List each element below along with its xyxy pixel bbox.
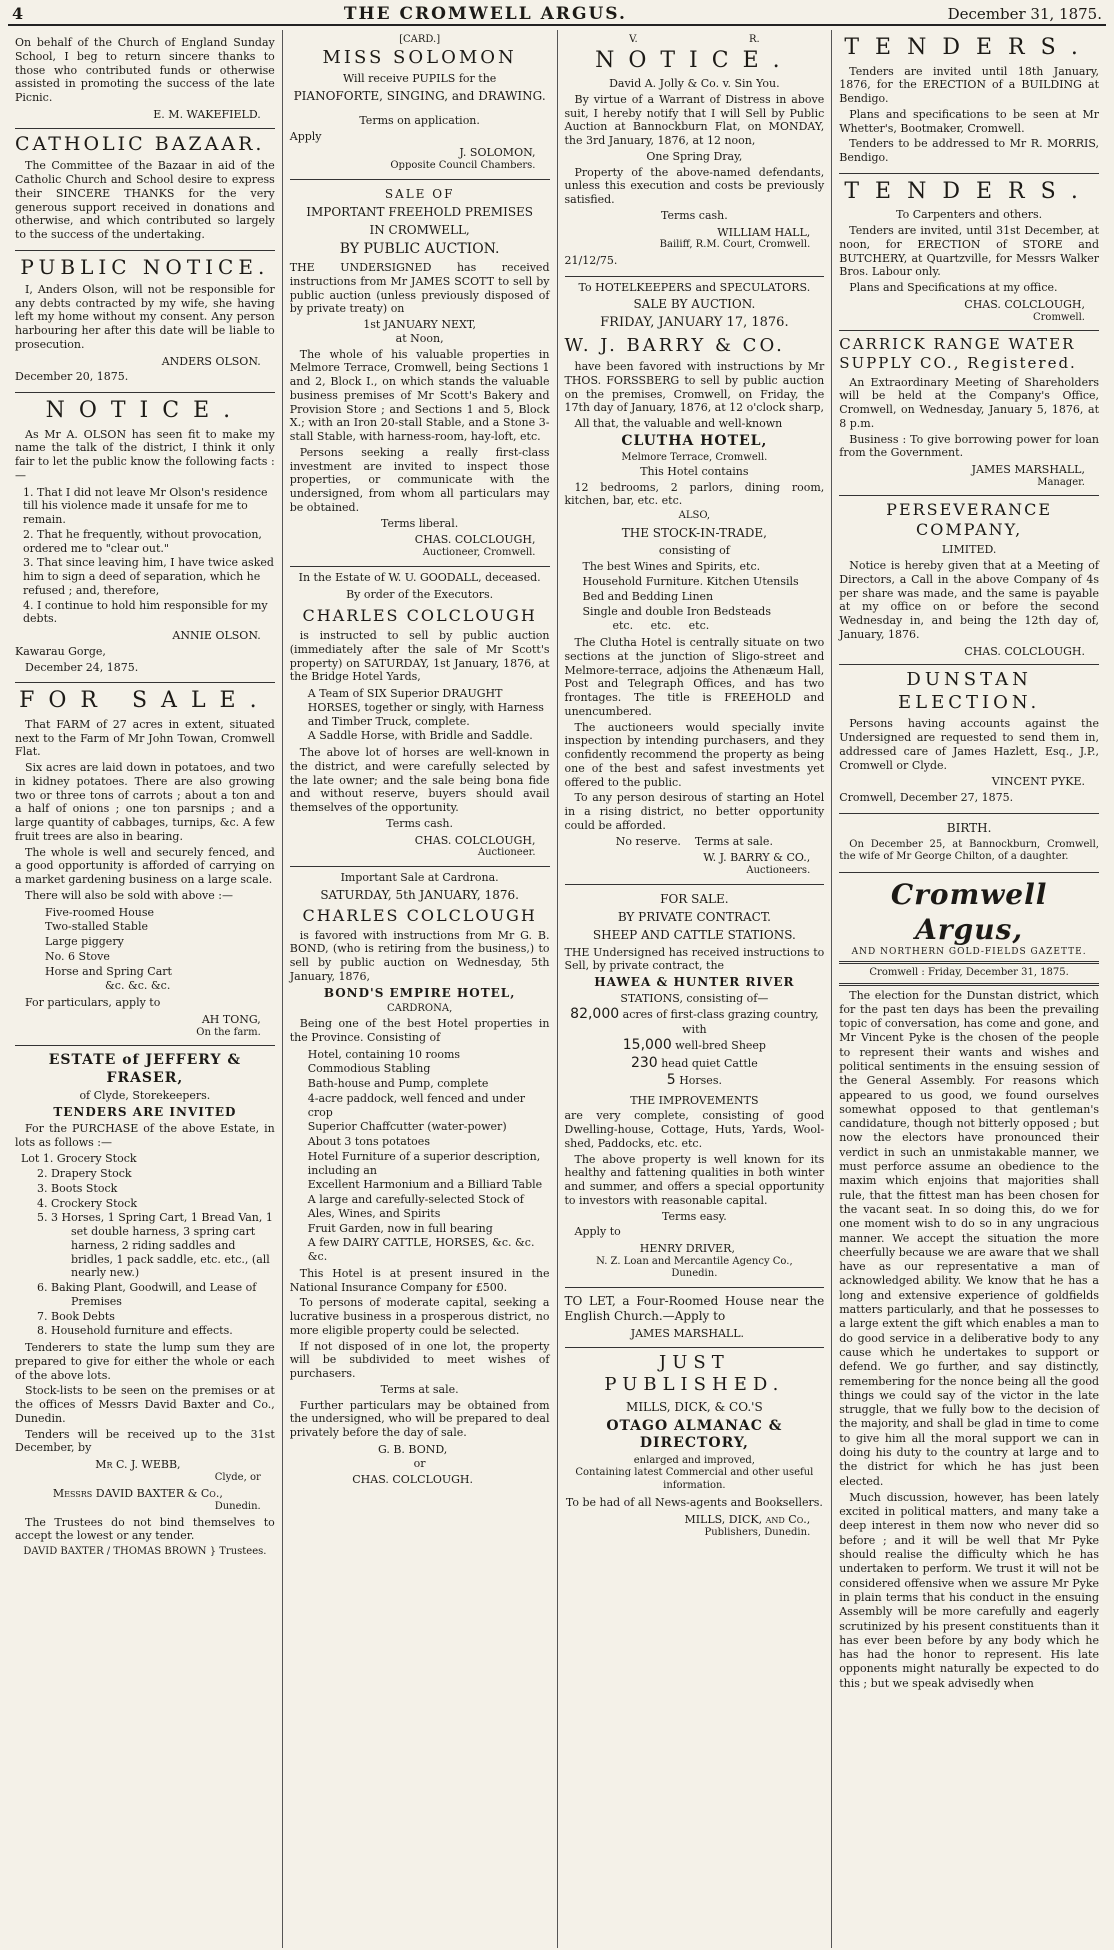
- olson-notice-ad: NOTICE. As Mr A. OLSON has seen fit to make my name the talk of the district, I think it only fair to let the public know the following facts :— 1. That I did not leave Mr Olson's residence till his violence made it unsafe for me to remain. 2. That he frequently, without provocation, ordered me to "clear out." 3. That since leaving him, I have twice asked him to sign a deed of separation, which he refused ; and, therefore, 4. I continue to hold him responsible for my debts. ANNIE OLSON. Kawarau Gorge, December 24, 1875.: [15, 393, 275, 683]
- masthead: [8, 4, 1106, 26]
- column-1: [8, 30, 283, 1948]
- double-rule: [839, 983, 1099, 986]
- birth-notice: BIRTH. On December 25, at Bannockburn, Cromwell, the wife of Mr George Chilton, of a daughter.: [839, 814, 1099, 873]
- stations-sale-ad: FOR SALE. BY PRIVATE CONTRACT. SHEEP AND CATTLE STATIONS. THE Undersigned has received instructions to Sell, by private contract, the HAWEA & HUNTER RIVER STATIONS, consisting of— 82,000 acres of first-class grazing country, with 15,000 well-bred Sheep 230 head quiet Cattle 5 Horses. THE IMPROVEMENTS are very complete, consisting of good Dwelling-house, Cottage, Huts, Yards, Wool-shed, Paddocks, etc. etc. The above property is well known for its healthy and fattening qualities in both winter and summer, and offers a special opportunity to investors with reasonable capital. Terms easy. Apply to HENRY DRIVER, N. Z. Loan and Mercantile Agency Co., Dunedin.: [565, 885, 825, 1288]
- tenders-quartzville-ad: TENDERS. To Carpenters and others. Tenders are invited, until 31st December, at noon, for ERECTION of STORE and BUTCHERY, at Quartzville, for Messrs Walker Bros. Labour only. Plans and Specifications at my office. CHAS. COLCLOUGH, Cromwell.: [839, 174, 1099, 331]
- paper-name: Cromwell Argus,: [890, 877, 1048, 946]
- goodall-estate-ad: In the Estate of W. U. GOODALL, deceased. By order of the Executors. CHARLES COLCLOUGH is instructed to sell by public auction (immediately after the sale of Mr Scott's property) on SATURDAY, 1st January, 1876, at the Bridge Hotel Yards, A Team of SIX Superior DRAUGHT HORSES, together or singly, with Harness and Timber Truck, complete. A Saddle Horse, with Bridle and Saddle. The above lot of horses are well-known in the district, and were carefully selected by the late owner; and the sale being bona fide and without reserve, buyers should avail themselves of the opportunity. Terms cash. CHAS. COLCLOUGH, Auctioneer.: [290, 567, 550, 867]
- paper-tagline: AND NORTHERN GOLD-FIELDS GAZETTE.: [851, 946, 1087, 957]
- clutha-hotel-ad: To HOTELKEEPERS and SPECULATORS. SALE BY AUCTION. FRIDAY, JANUARY 17, 1876. W. J. BARRY & CO. have been favored with instructions by Mr THOS. FORSSBERG to sell by public auction on the premises, Cromwell, on Friday, the 17th day of January, 1876, at 12 o'clock sharp, All that, the valuable and well-known CLUTHA HOTEL, Melmore Terrace, Cromwell. This Hotel contains 12 bedrooms, 2 parlors, dining room, kitchen, bar, etc. etc. ALSO, THE STOCK-IN-TRADE, consisting of The best Wines and Spirits, etc. Household Furniture. Kitchen Utensils Bed and Bedding Linen Single and double Iron Bedsteads etc. etc. etc. The Clutha Hotel is centrally situate on two sections at the junction of Sligo-street and Melmore-terrace, adjoins the Athenæum Hall, Post and Telegraph Offices, and has two frontages. The title is FREEHOLD and unencumbered. The auctioneers would specially invite inspection by intending purchasers, and they confidently recommend the property as being one of the best and safest investments yet offered to the public. To any person desirous of starting an Hotel in a rising district, no better opportunity could be afforded. No reserve. Terms at sale. W. J. BARRY & CO., Auctioneers.: [565, 277, 825, 885]
- column-3: [558, 30, 833, 1948]
- double-rule: [839, 961, 1099, 964]
- cardrona-sale-ad: Important Sale at Cardrona. SATURDAY, 5th JANUARY, 1876. CHARLES COLCLOUGH is favored with instructions from Mr G. B. BOND, (who is retiring from the business,) to sell by public auction on Wednesday, 5th January, 1876, BOND'S EMPIRE HOTEL, CARDRONA, Being one of the best Hotel properties in the Province. Consisting of Hotel, containing 10 rooms Commodious Stabling Bath-house and Pump, complete 4-acre paddock, well fenced and under crop Superior Chaffcutter (water-power) About 3 tons potatoes Hotel Furniture of a superior description, including an Excellent Harmonium and a Billiard Table A large and carefully-selected Stock of Ales, Wines, and Spirits Fruit Garden, now in full bearing A few DAIRY CATTLE, HORSES, &c. &c. &c. This Hotel is at present insured in the National Insurance Company for £500. To persons of moderate capital, seeking a lucrative business in a prosperous district, no more eligible property could be selected. If not disposed of in one lot, the property will be subdivided to meet wishes of purchasers. Terms at sale. Further particulars may be obtained from the undersigned, who will be prepared to deal privately before the day of sale. G. B. BOND, or CHAS. COLCLOUGH.: [289, 870, 550, 1487]
- editorial-dateline: Cromwell : Friday, December 31, 1875.: [869, 967, 1069, 978]
- column-4: [832, 30, 1106, 1948]
- carrick-range-ad: CARRICK RANGE WATER SUPPLY CO., Registered. An Extraordinary Meeting of Shareholders will be held at the Company's Office, Cromwell, on Wednesday, January 5, 1876, at 8 p.m. Business : To give borrowing power for loan from the Government. JAMES MARSHALL, Manager.: [839, 331, 1099, 496]
- perseverance-company-ad: PERSEVERANCE COMPANY, LIMITED. Notice is hereby given that at a Meeting of Directors, a Call in the above Company of 4s per share was made, and the same is payable at my office on or before the second Wednesday in, and being the 12th day of, January, 1876. CHAS. COLCLOUGH.: [839, 496, 1099, 665]
- public-notice-ad: PUBLIC NOTICE. I, Anders Olson, will not be responsible for any debts contracted by my wife, she having left my home without my consent. Any person harbouring her after this date will be liable to prosecution. ANDERS OLSON. December 20, 1875.: [15, 251, 275, 393]
- newspaper-title: THE CROMWELL ARGUS.: [343, 4, 627, 24]
- column-2: [283, 30, 558, 1948]
- just-published-ad: JUST PUBLISHED. MILLS, DICK, & CO.'S OTAGO ALMANAC & DIRECTORY, enlarged and improved, Containing latest Commercial and other useful information. To be had of all News-agents and Booksellers. MILLS, DICK, and Co., Publishers, Dunedin.: [565, 1351, 823, 1538]
- farm-for-sale-ad: FOR SALE. That FARM of 27 acres in extent, situated next to the Farm of Mr John Towan, Cromwell Flat. Six acres are laid down in potatoes, and two in kidney potatoes. There are also growing two or three tons of carrots ; about a ton and a half of onions ; one ton parsnips ; and a large quantity of cabbages, turnips, &c. A few fruit trees are also in bearing. The whole is well and securely fenced, and a good opportunity is afforded of carrying on a market gardening business on a large scale. There will also be sold with above :— Five-roomed House Two-stalled Stable Large piggery No. 6 Stove Horse and Spring Cart &c. &c. &c. For particulars, apply to AH TONG, On the farm.: [15, 683, 275, 1046]
- editorial-masthead: [839, 873, 1099, 986]
- church-thanks-ad: On behalf of the Church of England Sunday School, I beg to return sincere thanks to those who contributed funds or otherwise assisted in promoting the success of the late Picnic. E. M. WAKEFIELD.: [15, 30, 275, 129]
- freehold-sale-ad: SALE OF IMPORTANT FREEHOLD PREMISES IN CROMWELL, BY PUBLIC AUCTION. THE UNDERSIGNED has received instructions from Mr JAMES SCOTT to sell by public auction (unless previously disposed of by private treaty) on 1st JANUARY NEXT, at Noon, The whole of his valuable properties in Melmore Terrace, Cromwell, being Sections 1 and 2, Block I., on which stands the valuable business premises of Mr Scott's Bakery and Provision Store ; and Sections 1 and 5, Block X.; with an Iron 20-stall Stable, and a Stone 3-stall Stable, with harness-room, hay-loft, etc. Persons seeking a really first-class investment are invited to inspect those properties, or communicate with the undersigned, from whom all particulars may be obtained. Terms liberal. CHAS. COLCLOUGH, Auctioneer, Cromwell.: [290, 180, 550, 567]
- estate-tenders-ad: ESTATE of JEFFERY & FRASER, of Clyde, Storekeepers. TENDERS ARE INVITED For the PURCHASE of the above Estate, in lots as follows :— Lot 1. Grocery Stock 2. Drapery Stock 3. Boots Stock 4. Crockery Stock 5. 3 Horses, 1 Spring Cart, 1 Bread Van, 1 set double harness, 3 spring cart harness, 2 riding saddles and bridles, 1 pack saddle, etc. etc., (all nearly new.) 6. Baking Plant, Goodwill, and Lease of Premises 7. Book Debts 8. Household furniture and effects. Tenderers to state the lump sum they are prepared to give for either the whole or each of the above lots. Stock-lists to be seen on the premises or at the offices of Messrs David Baxter and Co., Dunedin. Tenders will be received up to the 31st December, by Mr C. J. WEBB, Clyde, or Messrs DAVID BAXTER & Co., Dunedin. The Trustees do not bind themselves to accept the lowest or any tender. DAVID BAXTER / THOMAS BROWN } Trustees.: [15, 1052, 275, 1557]
- catholic-bazaar-ad: CATHOLIC BAZAAR. The Committee of the Bazaar in aid of the Catholic Church and School desire to express their SINCERE THANKS for the very generous support received in donations and otherwise, and which contributed so largely to the success of the undertaking.: [15, 129, 275, 251]
- issue-date: December 31, 1875.: [947, 5, 1102, 23]
- tenders-bendigo-ad: TENDERS. Tenders are invited until 18th January, 1876, for the ERECTION of a BUILDING at Bendigo. Plans and specifications to be seen at Mr Whetter's, Bootmaker, Cromwell. Tenders to be addressed to Mr R. MORRIS, Bendigo.: [839, 30, 1099, 174]
- dunstan-election-ad: DUNSTAN ELECTION. Persons having accounts against the Undersigned are requested to send them in, addressed care of James Hazlett, Esq., J.P., Cromwell or Clyde. VINCENT PYKE. Cromwell, December 27, 1875.: [839, 665, 1099, 814]
- to-let-ad: TO LET, a Four-Roomed House near the English Church.—Apply to JAMES MARSHALL.: [565, 1288, 825, 1348]
- page-number: 4: [12, 4, 24, 23]
- editorial-article: The election for the Dunstan district, which for the past ten days has been the prevailing topic of conversation, has come and gone, and Mr Vincent Pyke is the chosen of the people to represent their wants and wishes and political sentiments in the ensuing session of the General Assembly. For reasons which appeared to us good, we found ourselves somewhat opposed to that gentleman's candidature, though not bitterly opposed ; but now the electors have pronounced their verdict in such an unmistakable manner, we must perforce assume an obedience to the maxim which enjoins that majorities shall rule, that the fittest man has been chosen for the vacant seat. In so doing this, do we for one moment wish to do so in any ungracious manner. We accept the situation the more cheerfully because we are aware that we shall have as our representative a man of acknowledged ability. We know that he has a long and extensive experience of goldfields matters particularly, and that he possesses to a large extent the gift which enables a man to do good service in a deliberative body to any cause which he undertakes to support or defend. We go further, and say distinctly, remembering for the nonce being all the good things we could say of the victor in the late struggle, that we fully bow to the decision of the majority, and shall be glad in time to come to give him all the moral support we can in doing his duty to the country at large and to the district for which he has just been elected. Much discussion, however, has been lately excited in political matters, and many take a deep interest in them now who never did so before ; and it will be well that Mr Pyke should realise the difficulty which he has undertaken to perform. We trust it will not be considered offensive when we assure Mr Pyke in plain terms that his conduct in the ensuing Assembly will be more carefully and eagerly scrutinized by his present constituents than it has ever been before by any body which he has had the honor to represent. His late opponents might naturally be expected to do this ; but we speak advisedly when: [839, 988, 1099, 1690]
- distress-notice-ad: V. R. NOTICE. David A. Jolly & Co. v. Sin You. By virtue of a Warrant of Distress in above suit, I hereby notify that I will Sell by Public Auction at Bannockburn Flat, on MONDAY, the 3rd January, 1876, at 12 noon, One Spring Dray, Property of the above-named defendants, unless this execution and costs be previously satisfied. Terms cash. WILLIAM HALL, Bailiff, R.M. Court, Cromwell. 21/12/75.: [565, 30, 825, 277]
- miss-solomon-card: [CARD.] MISS SOLOMON Will receive PUPILS for the PIANOFORTE, SINGING, and DRAWING. Terms on application. Apply J. SOLOMON, Opposite Council Chambers.: [290, 30, 550, 180]
